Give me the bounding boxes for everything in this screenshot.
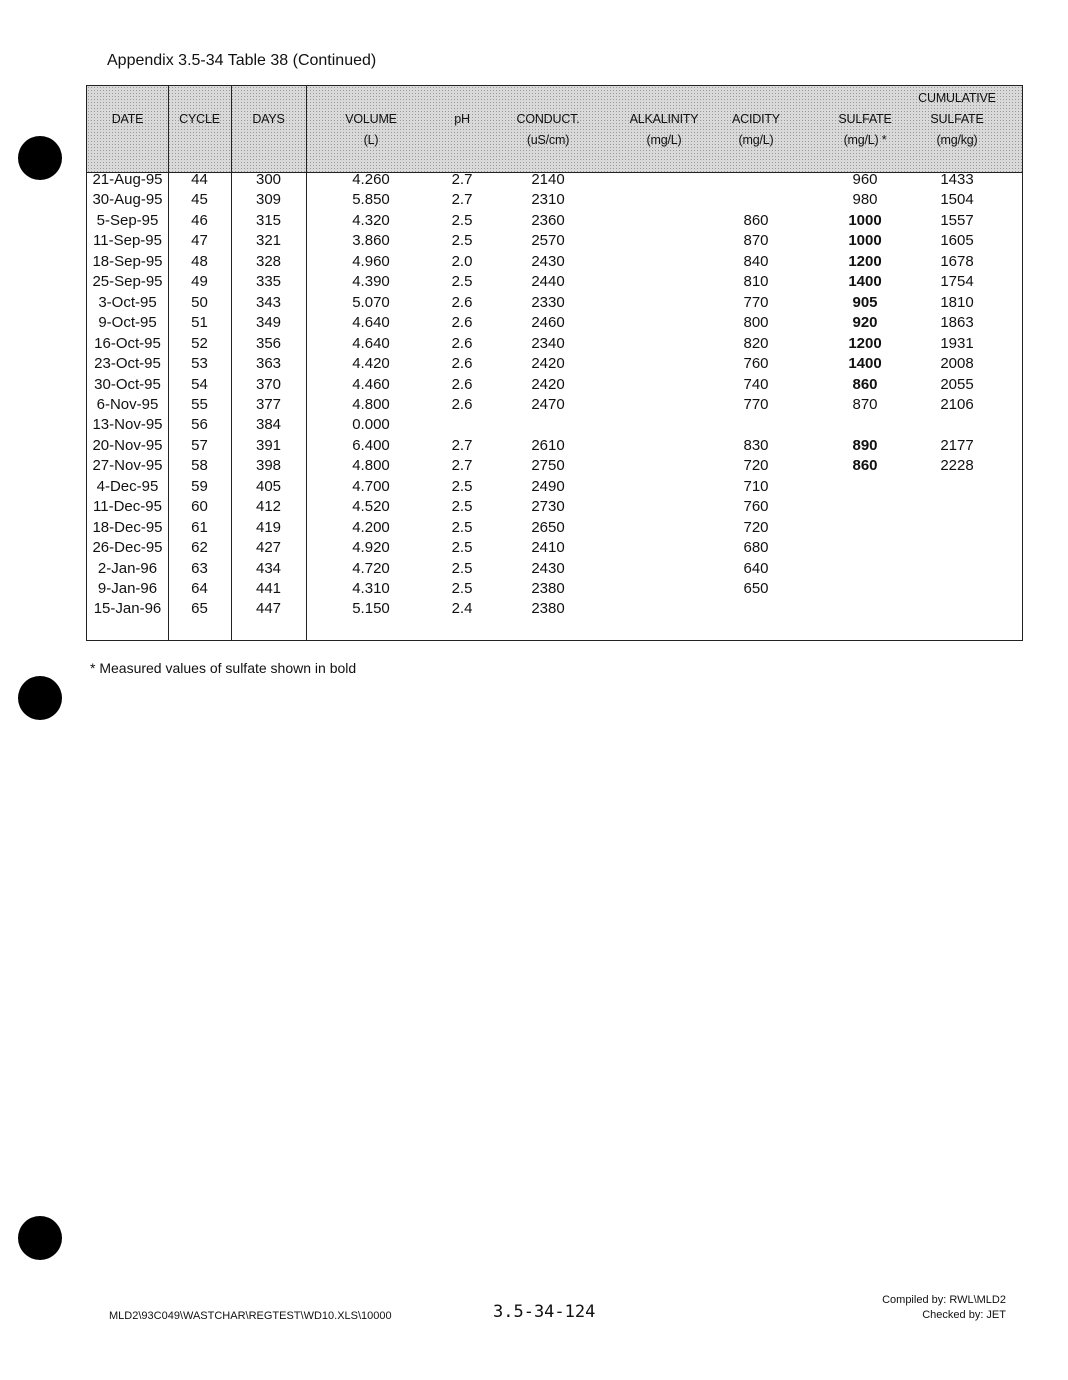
column-header-line: SULFATE bbox=[838, 112, 892, 126]
cell-cycle: 46 bbox=[191, 211, 208, 229]
cell-cycle: 56 bbox=[191, 416, 208, 434]
column-header-line: (uS/cm) bbox=[526, 133, 570, 147]
cell-cum-sulfate: 2008 bbox=[940, 355, 974, 373]
table-row bbox=[87, 272, 1024, 292]
cell-days: 447 bbox=[255, 600, 282, 618]
cell-sulfate: 1200 bbox=[848, 334, 882, 352]
cell-conduct: 2430 bbox=[531, 559, 565, 577]
cell-date: 4-Dec-95 bbox=[96, 477, 159, 495]
cell-conduct: 2460 bbox=[531, 314, 565, 332]
cell-volume: 4.420 bbox=[352, 355, 390, 373]
compiled-by: Compiled by: RWL\MLD2 bbox=[882, 1294, 1006, 1306]
checked-by: Checked by: JET bbox=[922, 1309, 1006, 1321]
cell-volume: 4.720 bbox=[352, 559, 390, 577]
cell-volume: 4.640 bbox=[352, 314, 390, 332]
cell-date: 5-Sep-95 bbox=[96, 211, 159, 229]
cell-cycle: 52 bbox=[191, 334, 208, 352]
column-header-cycle bbox=[168, 109, 231, 130]
cell-date: 30-Aug-95 bbox=[92, 191, 163, 209]
cell-cum-sulfate: 1557 bbox=[940, 211, 974, 229]
cell-cum-sulfate: 1605 bbox=[940, 232, 974, 250]
table-row bbox=[87, 477, 1024, 497]
cell-cycle: 65 bbox=[191, 600, 208, 618]
cell-sulfate: 860 bbox=[852, 375, 878, 393]
cell-ph: 2.6 bbox=[451, 293, 473, 311]
column-header-line: (mg/L) bbox=[646, 133, 682, 147]
cell-conduct: 2410 bbox=[531, 539, 565, 557]
cell-cum-sulfate: 2106 bbox=[940, 395, 974, 413]
cell-cycle: 45 bbox=[191, 191, 208, 209]
column-header-volume bbox=[327, 109, 415, 151]
cell-volume: 4.800 bbox=[352, 395, 390, 413]
cell-date: 13-Nov-95 bbox=[92, 416, 163, 434]
cell-conduct: 2330 bbox=[531, 293, 565, 311]
cell-volume: 5.070 bbox=[352, 293, 390, 311]
cell-conduct: 2380 bbox=[531, 580, 565, 597]
cell-cycle: 49 bbox=[191, 273, 208, 291]
cell-cum-sulfate: 1863 bbox=[940, 314, 974, 332]
cell-days: 434 bbox=[255, 559, 282, 577]
cell-ph: 2.4 bbox=[451, 600, 473, 618]
column-header-line: CYCLE bbox=[179, 112, 220, 126]
cell-sulfate: 920 bbox=[852, 314, 878, 332]
cell-volume: 4.200 bbox=[352, 518, 390, 536]
page-number: 3.5-34-124 bbox=[493, 1302, 596, 1322]
cell-acidity: 870 bbox=[743, 232, 769, 250]
cell-cycle: 55 bbox=[191, 395, 208, 413]
data-table bbox=[86, 85, 1023, 641]
cell-days: 384 bbox=[255, 416, 282, 434]
cell-conduct: 2440 bbox=[531, 273, 565, 291]
cell-days: 370 bbox=[255, 375, 282, 393]
cell-ph: 2.5 bbox=[451, 518, 473, 536]
cell-acidity: 640 bbox=[743, 559, 769, 577]
column-header-line: DATE bbox=[111, 112, 144, 126]
column-header-ph bbox=[425, 109, 499, 130]
cell-ph: 2.6 bbox=[451, 314, 473, 332]
cell-volume: 4.920 bbox=[352, 539, 390, 557]
column-header-line: (mg/L) bbox=[738, 133, 774, 147]
cell-date: 11-Dec-95 bbox=[93, 498, 162, 516]
cell-sulfate: 1000 bbox=[848, 232, 882, 250]
cell-cycle: 59 bbox=[191, 477, 208, 495]
cell-ph: 2.6 bbox=[451, 395, 473, 413]
table-row bbox=[87, 375, 1024, 395]
cell-days: 343 bbox=[255, 293, 282, 311]
cell-acidity: 840 bbox=[743, 252, 769, 270]
cell-date: 23-Oct-95 bbox=[94, 355, 161, 373]
cell-volume: 4.460 bbox=[352, 375, 390, 393]
cell-volume: 5.150 bbox=[352, 600, 390, 618]
cell-conduct: 2360 bbox=[531, 211, 565, 229]
cell-ph: 2.7 bbox=[451, 191, 473, 209]
cell-date: 21-Aug-95 bbox=[92, 171, 163, 188]
column-header-line: VOLUME bbox=[345, 112, 397, 126]
cell-ph: 2.7 bbox=[451, 436, 473, 454]
cell-ph: 2.6 bbox=[451, 334, 473, 352]
cell-days: 335 bbox=[255, 273, 282, 291]
cell-volume: 4.960 bbox=[352, 252, 390, 270]
cell-cycle: 61 bbox=[191, 518, 208, 536]
cell-date: 15-Jan-96 bbox=[93, 600, 162, 618]
cell-sulfate: 860 bbox=[852, 457, 878, 475]
cell-acidity: 760 bbox=[743, 355, 769, 373]
cell-date: 3-Oct-95 bbox=[98, 293, 157, 311]
cell-acidity: 720 bbox=[743, 457, 769, 475]
column-header-line: CONDUCT. bbox=[516, 112, 580, 126]
table-row bbox=[87, 170, 1024, 190]
cell-conduct: 2490 bbox=[531, 477, 565, 495]
column-header-line: (mg/kg) bbox=[936, 133, 978, 147]
cell-date: 25-Sep-95 bbox=[92, 273, 163, 291]
cell-cum-sulfate: 1433 bbox=[940, 171, 974, 188]
cell-cycle: 58 bbox=[191, 457, 208, 475]
cell-volume: 6.400 bbox=[352, 436, 390, 454]
cell-volume: 4.260 bbox=[352, 171, 390, 188]
cell-days: 328 bbox=[255, 252, 282, 270]
cell-cycle: 60 bbox=[191, 498, 208, 516]
table-row bbox=[87, 599, 1024, 619]
cell-ph: 2.5 bbox=[451, 559, 473, 577]
cell-conduct: 2420 bbox=[531, 375, 565, 393]
table-row bbox=[87, 231, 1024, 251]
cell-cycle: 64 bbox=[191, 580, 208, 597]
table-row bbox=[87, 518, 1024, 538]
cell-volume: 4.520 bbox=[352, 498, 390, 516]
cell-conduct: 2380 bbox=[531, 600, 565, 618]
cell-days: 321 bbox=[255, 232, 282, 250]
column-header-line: (L) bbox=[363, 133, 379, 147]
cell-date: 20-Nov-95 bbox=[92, 436, 163, 454]
cell-cycle: 63 bbox=[191, 559, 208, 577]
cell-date: 18-Sep-95 bbox=[92, 252, 163, 270]
cell-sulfate: 960 bbox=[852, 171, 878, 188]
cell-volume: 0.000 bbox=[352, 416, 390, 434]
binder-hole-bottom bbox=[18, 1216, 62, 1260]
cell-ph: 2.5 bbox=[451, 477, 473, 495]
cell-days: 356 bbox=[255, 334, 282, 352]
cell-sulfate: 905 bbox=[852, 293, 878, 311]
cell-cum-sulfate: 2055 bbox=[940, 375, 974, 393]
cell-days: 349 bbox=[255, 314, 282, 332]
cell-date: 11-Sep-95 bbox=[93, 232, 162, 250]
table-row bbox=[87, 395, 1024, 415]
cell-acidity: 760 bbox=[743, 498, 769, 516]
column-header-line: (mg/L) * bbox=[843, 133, 887, 147]
cell-date: 2-Jan-96 bbox=[97, 559, 158, 577]
cell-ph: 2.5 bbox=[451, 232, 473, 250]
column-header-alkalinity bbox=[613, 109, 715, 151]
cell-date: 6-Nov-95 bbox=[96, 395, 159, 413]
cell-sulfate: 870 bbox=[852, 395, 878, 413]
cell-conduct: 2570 bbox=[531, 232, 565, 250]
table-row bbox=[87, 211, 1024, 231]
column-header-cum-sulfate bbox=[909, 88, 1005, 151]
cell-cum-sulfate: 2228 bbox=[940, 457, 974, 475]
cell-acidity: 680 bbox=[743, 539, 769, 557]
cell-acidity: 800 bbox=[743, 314, 769, 332]
binder-hole-top bbox=[18, 136, 62, 180]
table-row bbox=[87, 415, 1024, 435]
table-row bbox=[87, 538, 1024, 558]
cell-days: 398 bbox=[255, 457, 282, 475]
column-header-sulfate bbox=[821, 109, 909, 151]
table-row bbox=[87, 313, 1024, 333]
cell-date: 27-Nov-95 bbox=[92, 457, 163, 475]
cell-cycle: 44 bbox=[191, 171, 208, 188]
cell-conduct: 2310 bbox=[531, 191, 565, 209]
cell-date: 18-Dec-95 bbox=[92, 518, 163, 536]
cell-acidity: 810 bbox=[743, 273, 769, 291]
cell-sulfate: 1400 bbox=[848, 273, 882, 291]
cell-cycle: 54 bbox=[191, 375, 208, 393]
cell-acidity: 720 bbox=[743, 518, 769, 536]
cell-cum-sulfate: 1754 bbox=[940, 273, 974, 291]
table-row bbox=[87, 559, 1024, 579]
cell-days: 309 bbox=[255, 191, 282, 209]
cell-sulfate: 980 bbox=[852, 191, 878, 209]
cell-volume: 4.800 bbox=[352, 457, 390, 475]
cell-ph: 2.0 bbox=[451, 252, 473, 270]
cell-ph: 2.6 bbox=[451, 355, 473, 373]
cell-ph: 2.7 bbox=[451, 457, 473, 475]
cell-sulfate: 890 bbox=[852, 436, 878, 454]
cell-ph: 2.5 bbox=[451, 580, 473, 597]
cell-days: 441 bbox=[255, 580, 282, 597]
cell-ph: 2.5 bbox=[451, 211, 473, 229]
cell-volume: 4.310 bbox=[352, 580, 390, 597]
table-row bbox=[87, 293, 1024, 313]
column-header-acidity bbox=[715, 109, 797, 151]
table-row bbox=[87, 334, 1024, 354]
cell-cum-sulfate: 1810 bbox=[940, 293, 974, 311]
cell-acidity: 830 bbox=[743, 436, 769, 454]
cell-days: 315 bbox=[255, 211, 282, 229]
cell-ph: 2.5 bbox=[451, 273, 473, 291]
footnote: * Measured values of sulfate shown in bold bbox=[90, 660, 357, 676]
column-header-line: ACIDITY bbox=[732, 112, 780, 126]
cell-cycle: 57 bbox=[191, 436, 208, 454]
cell-volume: 4.320 bbox=[352, 211, 390, 229]
cell-days: 363 bbox=[255, 355, 282, 373]
table-row bbox=[87, 190, 1024, 210]
compiled-info bbox=[850, 1293, 1006, 1323]
cell-conduct: 2430 bbox=[531, 252, 565, 270]
cell-conduct: 2340 bbox=[531, 334, 565, 352]
cell-volume: 3.860 bbox=[352, 232, 390, 250]
cell-cum-sulfate: 1678 bbox=[940, 252, 974, 270]
binder-hole-middle bbox=[18, 676, 62, 720]
column-header-line: ALKALINITY bbox=[629, 112, 699, 126]
column-header-line: pH bbox=[454, 112, 470, 126]
cell-cycle: 47 bbox=[191, 232, 208, 250]
cell-date: 9-Jan-96 bbox=[97, 580, 158, 597]
column-header-days bbox=[231, 109, 306, 130]
cell-days: 377 bbox=[255, 395, 282, 413]
cell-acidity: 770 bbox=[743, 395, 769, 413]
cell-conduct: 2610 bbox=[531, 436, 565, 454]
cell-ph: 2.5 bbox=[451, 539, 473, 557]
cell-conduct: 2140 bbox=[531, 171, 565, 188]
file-path: MLD2\93C049\WASTCHAR\REGTEST\WD10.XLS\10000 bbox=[109, 1310, 392, 1322]
cell-cycle: 50 bbox=[191, 293, 208, 311]
cell-days: 419 bbox=[255, 518, 282, 536]
cell-conduct: 2730 bbox=[531, 498, 565, 516]
cell-acidity: 860 bbox=[743, 211, 769, 229]
cell-volume: 4.700 bbox=[352, 477, 390, 495]
column-header-date bbox=[87, 109, 168, 130]
cell-days: 405 bbox=[255, 477, 282, 495]
column-header-line: CUMULATIVE bbox=[918, 91, 996, 105]
cell-days: 412 bbox=[255, 498, 282, 516]
cell-acidity: 770 bbox=[743, 293, 769, 311]
cell-volume: 4.640 bbox=[352, 334, 390, 352]
column-header-conduct bbox=[505, 109, 591, 151]
cell-date: 16-Oct-95 bbox=[94, 334, 161, 352]
table-row bbox=[87, 497, 1024, 517]
cell-date: 30-Oct-95 bbox=[94, 375, 161, 393]
cell-conduct: 2470 bbox=[531, 395, 565, 413]
column-header-line: SULFATE bbox=[930, 112, 984, 126]
cell-ph: 2.6 bbox=[451, 375, 473, 393]
cell-acidity: 650 bbox=[743, 580, 769, 597]
table-row bbox=[87, 252, 1024, 272]
cell-days: 391 bbox=[255, 436, 282, 454]
cell-cycle: 51 bbox=[191, 314, 208, 332]
cell-acidity: 820 bbox=[743, 334, 769, 352]
cell-date: 26-Dec-95 bbox=[92, 539, 163, 557]
cell-sulfate: 1400 bbox=[848, 355, 882, 373]
table-row bbox=[87, 456, 1024, 476]
cell-cum-sulfate: 1504 bbox=[940, 191, 974, 209]
cell-acidity: 710 bbox=[743, 477, 769, 495]
cell-conduct: 2650 bbox=[531, 518, 565, 536]
cell-cycle: 48 bbox=[191, 252, 208, 270]
cell-days: 427 bbox=[255, 539, 282, 557]
cell-date: 9-Oct-95 bbox=[98, 314, 157, 332]
table-row bbox=[87, 436, 1024, 456]
cell-volume: 4.390 bbox=[352, 273, 390, 291]
cell-days: 300 bbox=[255, 171, 282, 188]
cell-cum-sulfate: 1931 bbox=[940, 334, 974, 352]
cell-conduct: 2750 bbox=[531, 457, 565, 475]
cell-cycle: 53 bbox=[191, 355, 208, 373]
cell-acidity: 740 bbox=[743, 375, 769, 393]
table-title: Appendix 3.5-34 Table 38 (Continued) bbox=[107, 52, 377, 69]
cell-ph: 2.7 bbox=[451, 171, 473, 188]
table-row bbox=[87, 354, 1024, 374]
cell-ph: 2.5 bbox=[451, 498, 473, 516]
cell-cycle: 62 bbox=[191, 539, 208, 557]
column-header-line: DAYS bbox=[252, 112, 285, 126]
cell-sulfate: 1200 bbox=[848, 252, 882, 270]
cell-conduct: 2420 bbox=[531, 355, 565, 373]
table-row bbox=[87, 579, 1024, 599]
cell-volume: 5.850 bbox=[352, 191, 390, 209]
cell-sulfate: 1000 bbox=[848, 211, 882, 229]
cell-cum-sulfate: 2177 bbox=[940, 436, 974, 454]
